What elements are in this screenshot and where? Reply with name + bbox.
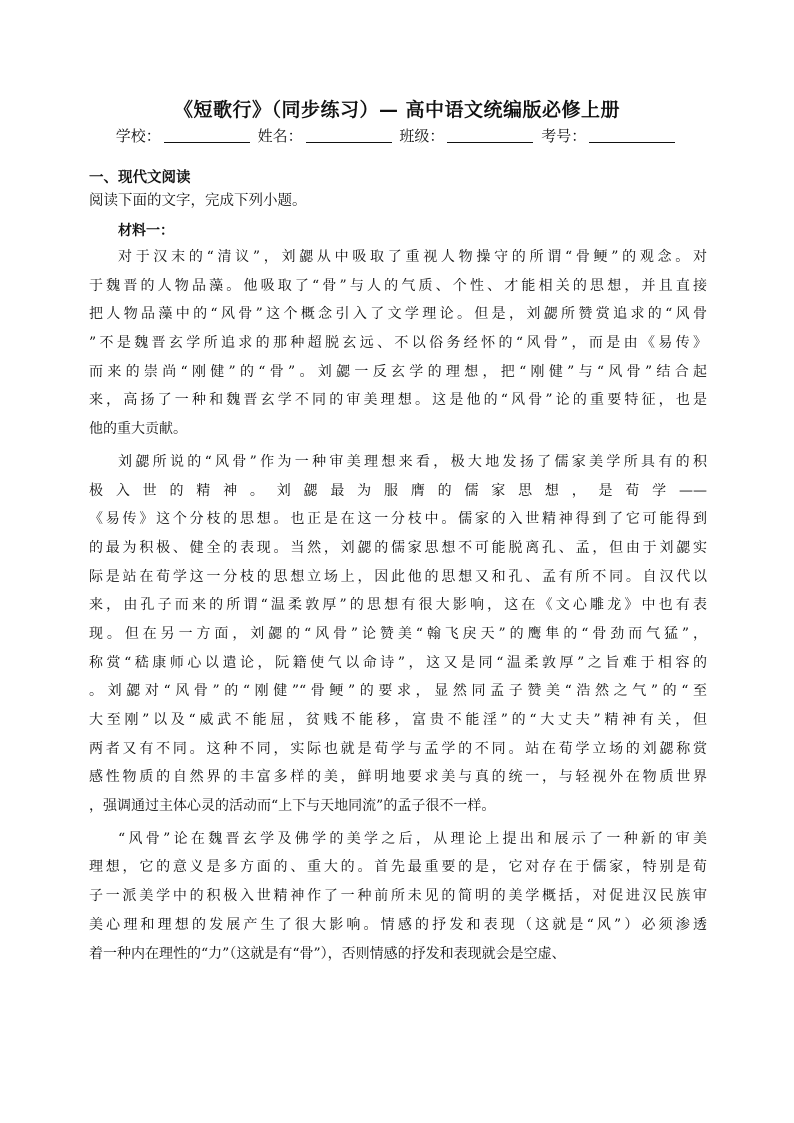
name-blank[interactable] [306,127,392,143]
passage-line: 理想，它的意义是多方面的、重大的。首先最重要的是，它对存在于儒家，特别是荀 [89,859,707,876]
passage-line: 两者又有不同。这种不同，实际也就是荀学与孟学的不同。站在荀学立场的刘勰称赏 [89,740,707,757]
passage-line: 对于汉末的“清议”，刘勰从中吸取了重视人物操守的所谓“骨鲠”的观念。对 [118,249,707,265]
school-blank[interactable] [164,127,250,143]
passage-line: 子一派美学中的积极入世精神作了一种前所未见的简明的美学概括，对促进汉民族审 [89,888,707,905]
passage-line: 来，高扬了一种和魏晋玄学不同的审美理想。这是他的“风骨”论的重要特征，也是 [89,392,707,409]
passage-line: 感性物质的自然界的丰富多样的美，鲜明地要求美与真的统一，与轻视外在物质世界 [89,769,707,786]
passage-body [89,243,707,968]
passage-line: 际是站在荀学这一分枝的思想立场上，因此他的思想又和孔、孟有所不同。自汉代以 [89,568,707,585]
passage-line: ”不是魏晋玄学所追求的那种超脱玄远、不以俗务经怀的“风骨”，而是由《易传》 [89,335,707,352]
passage-line: 把人物品藻中的“风骨”这个概念引入了文学理论。但是，刘勰所赞赏追求的“风骨 [89,306,707,323]
passage-line: 而来的崇尚“刚健”的“骨”。刘勰一反玄学的理想，把“刚健”与“风骨”结合起 [89,363,707,380]
section-instruction: 阅读下面的文字，完成下列小题。 [89,193,307,209]
passage-line: ，强调通过主体心灵的活动而“上下与天地同流”的孟子很不一样。 [89,798,496,815]
passage-line: 极入世的精神。刘勰最为服膺的儒家思想，是荀学—— [89,482,707,499]
school-label: 学校： [115,127,161,145]
passage-line: 刘勰所说的“风骨”作为一种审美理想来看，极大地发扬了儒家美学所具有的积 [118,453,707,470]
page-title: 《短歌行》（同步练习）— 高中语文统编版必修上册 [173,99,621,121]
passage-line: 着一种内在理性的“力”（这就是有“骨”），否则情感的抒发和表现就会是空虚、 [89,945,566,962]
section-heading: 一、现代文阅读 [89,170,191,186]
student-info-line [0,125,794,146]
passage-line: 于魏晋的人物品藻。他吸取了“骨”与人的气质、个性、才能相关的思想，并且直接 [89,277,707,294]
passage-line: 来，由孔子而来的所谓“温柔敦厚”的思想有很大影响，这在《文心雕龙》中也有表 [89,597,707,614]
passage-line: 美心理和理想的发展产生了很大影响。情感的抒发和表现（这就是“风”）必须渗透 [89,916,707,933]
class-label: 班级： [399,127,445,145]
passage-line: 《易传》这个分枝的思想。也正是在这一分枝中。儒家的入世精神得到了它可能得到 [89,511,707,528]
passage-line: 大至刚”以及“威武不能屈，贫贱不能移，富贵不能淫”的“大丈夫”精神有关，但 [89,712,707,728]
passage-line: 他的重大贡献。 [89,421,187,438]
passage-line: 现。但在另一方面，刘勰的“风骨”论赞美“翰飞戾天”的鹰隼的“骨劲而气猛”， [89,625,707,642]
exam-number-blank[interactable] [589,127,675,143]
exam-number-label: 考号： [541,127,587,145]
passage-line: 的最为积极、健全的表现。当然，刘勰的儒家思想不可能脱离孔、孟，但由于刘勰实 [89,539,707,556]
passage-line: 称赏“嵇康师心以遣论，阮籍使气以命诗”，这又是同“温柔敦厚”之旨难于相容的 [89,654,707,671]
class-blank[interactable] [447,127,533,143]
passage-line: 。刘勰对“风骨”的“刚健”“骨鲠”的要求，显然同孟子赞美“浩然之气”的“至 [89,683,707,700]
name-label: 姓名： [257,127,303,145]
passage-line: “风骨”论在魏晋玄学及佛学的美学之后，从理论上提出和展示了一种新的审美 [118,830,707,847]
material-label: 材料一： [118,223,174,239]
